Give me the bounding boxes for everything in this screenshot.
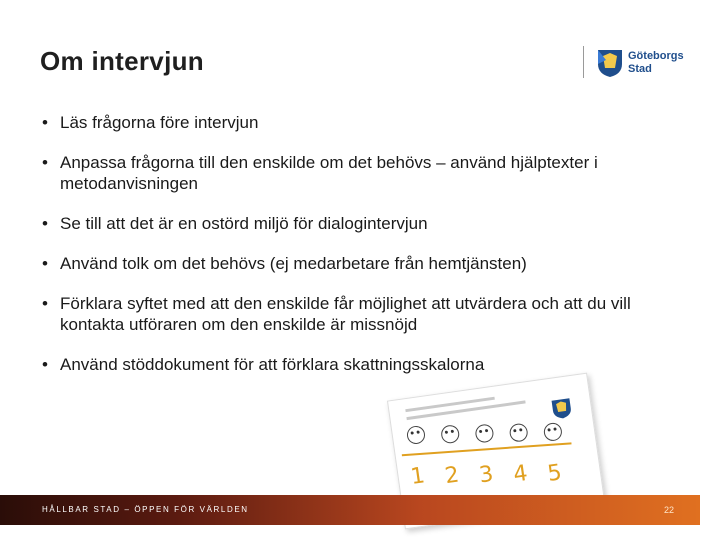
scale-number: 1 xyxy=(409,463,427,490)
bullet-item: • Använd tolk om det behövs (ej medarbetare från hemtjänsten) xyxy=(40,253,690,274)
scale-number: 5 xyxy=(546,460,564,487)
logo-text-line2: Stad xyxy=(628,63,652,75)
face-icon xyxy=(543,422,563,442)
bullet-item: • Läs frågorna före intervjun xyxy=(40,112,690,133)
logo-text xyxy=(628,50,684,76)
scale-number: 2 xyxy=(443,462,461,490)
card-logo-icon xyxy=(549,396,574,421)
bullet-item: • Använd stöddokument för att förklara skattningsskalorna xyxy=(40,354,690,375)
bullet-item: • Se till att det är en ostörd miljö för dialogintervjun xyxy=(40,213,690,234)
footer-tagline: HÅLLBAR STAD – ÖPPEN FÖR VÄRLDEN xyxy=(42,505,249,514)
card-text-line xyxy=(405,397,495,412)
logo-text-line1: Göteborgs xyxy=(628,50,684,62)
bullet-list xyxy=(40,112,690,375)
face-icon xyxy=(509,423,529,443)
gothenburg-lion-crest-icon xyxy=(594,46,626,78)
logo-divider xyxy=(583,46,584,78)
face-icon xyxy=(440,424,460,444)
bullet-item: • Förklara syftet med att den enskilde får möjlighet att utvärdera och att du vill kontakta utföraren om den enskilde är missnöjd xyxy=(40,293,690,335)
face-icon xyxy=(406,425,426,445)
bullet-item: • Anpassa frågorna till den enskilde om det behövs – använd hjälptexter i metodanvisningen xyxy=(40,152,690,194)
scale-bar xyxy=(402,442,572,456)
scale-number: 3 xyxy=(477,461,495,489)
page-number: 22 xyxy=(664,505,675,515)
scale-number: 4 xyxy=(511,460,530,488)
face-icon xyxy=(474,423,494,443)
slide-title: Om intervjun xyxy=(40,46,204,76)
